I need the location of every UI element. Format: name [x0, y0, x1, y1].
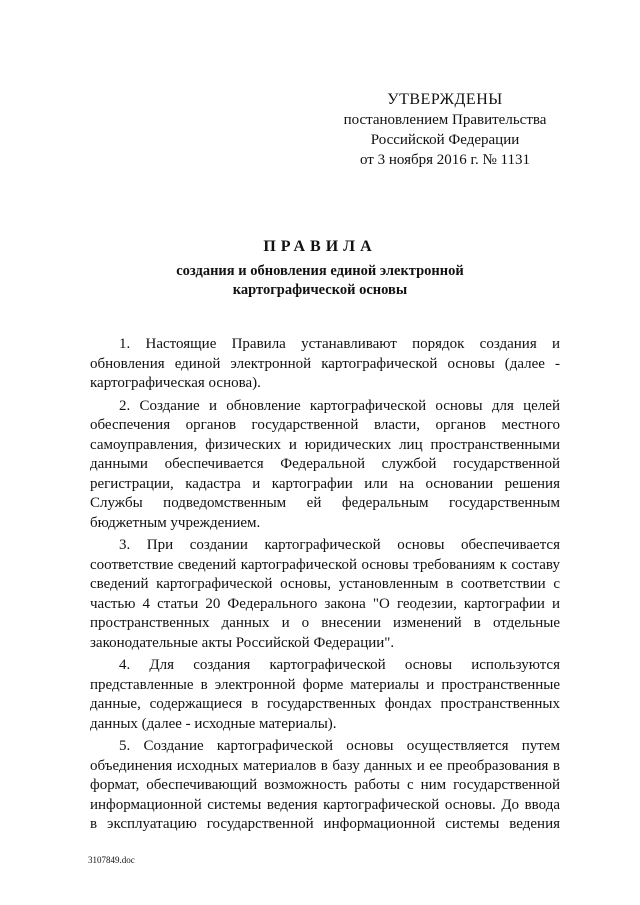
paragraph-2: 2. Создание и обновление картографической основы для целей обеспечения органов государственной власти, органов местного самоуправления, физических и юридических лиц пространственными данными обеспечивается Федеральной службой государственной регистрации, кадастра и картографии или на основании решения Службы подведомственным ей федеральным государственным бюджетным учреждением.: [90, 397, 560, 531]
document-title: ПРАВИЛА: [263, 238, 377, 255]
document-body: [90, 335, 560, 838]
paragraph-5: 5. Создание картографической основы осуществляется путем объединения исходных материалов в базу данных и ее преобразования в формат, обеспечивающий возможность работы с ним государственной информационной системы ведения картографической основы. До ввода в эксплуатацию государственной информационной системы ведения: [90, 738, 560, 832]
paragraph-3: 3. При создании картографической основы обеспечивается соответствие сведений картографической основы требованиям к составу сведений картографической основы, установленным в соответствии с частью 4 статьи 20 Федерального закона "О геодезии, картографии и пространственных данных и о внесении изменений в отдельные законодательные акты Российской Федерации".: [90, 537, 560, 651]
paragraph-1: 1. Настоящие Правила устанавливают порядок создания и обновления единой электронной картографической основы (далее - картографическая основа).: [90, 336, 560, 391]
approval-line-1: постановлением Правительства: [343, 112, 547, 128]
subtitle-line-1: создания и обновления единой электронной: [176, 263, 464, 279]
approval-line-2: Российской Федерации: [370, 132, 520, 148]
paragraph-4: 4. Для создания картографической основы используются представленные в электронной форме материалы и пространственные данные, содержащиеся в государственных фондах пространственных данных (далее - исходные материалы).: [90, 657, 560, 732]
footer-filename: 3107849.doc: [88, 855, 135, 865]
subtitle-line-2: картографической основы: [232, 282, 408, 298]
document-subtitle: [0, 262, 640, 300]
approval-block: [330, 90, 560, 170]
approval-line-3: от 3 ноября 2016 г. № 1131: [360, 152, 530, 168]
approval-heading: УТВЕРЖДЕНЫ: [387, 91, 503, 108]
